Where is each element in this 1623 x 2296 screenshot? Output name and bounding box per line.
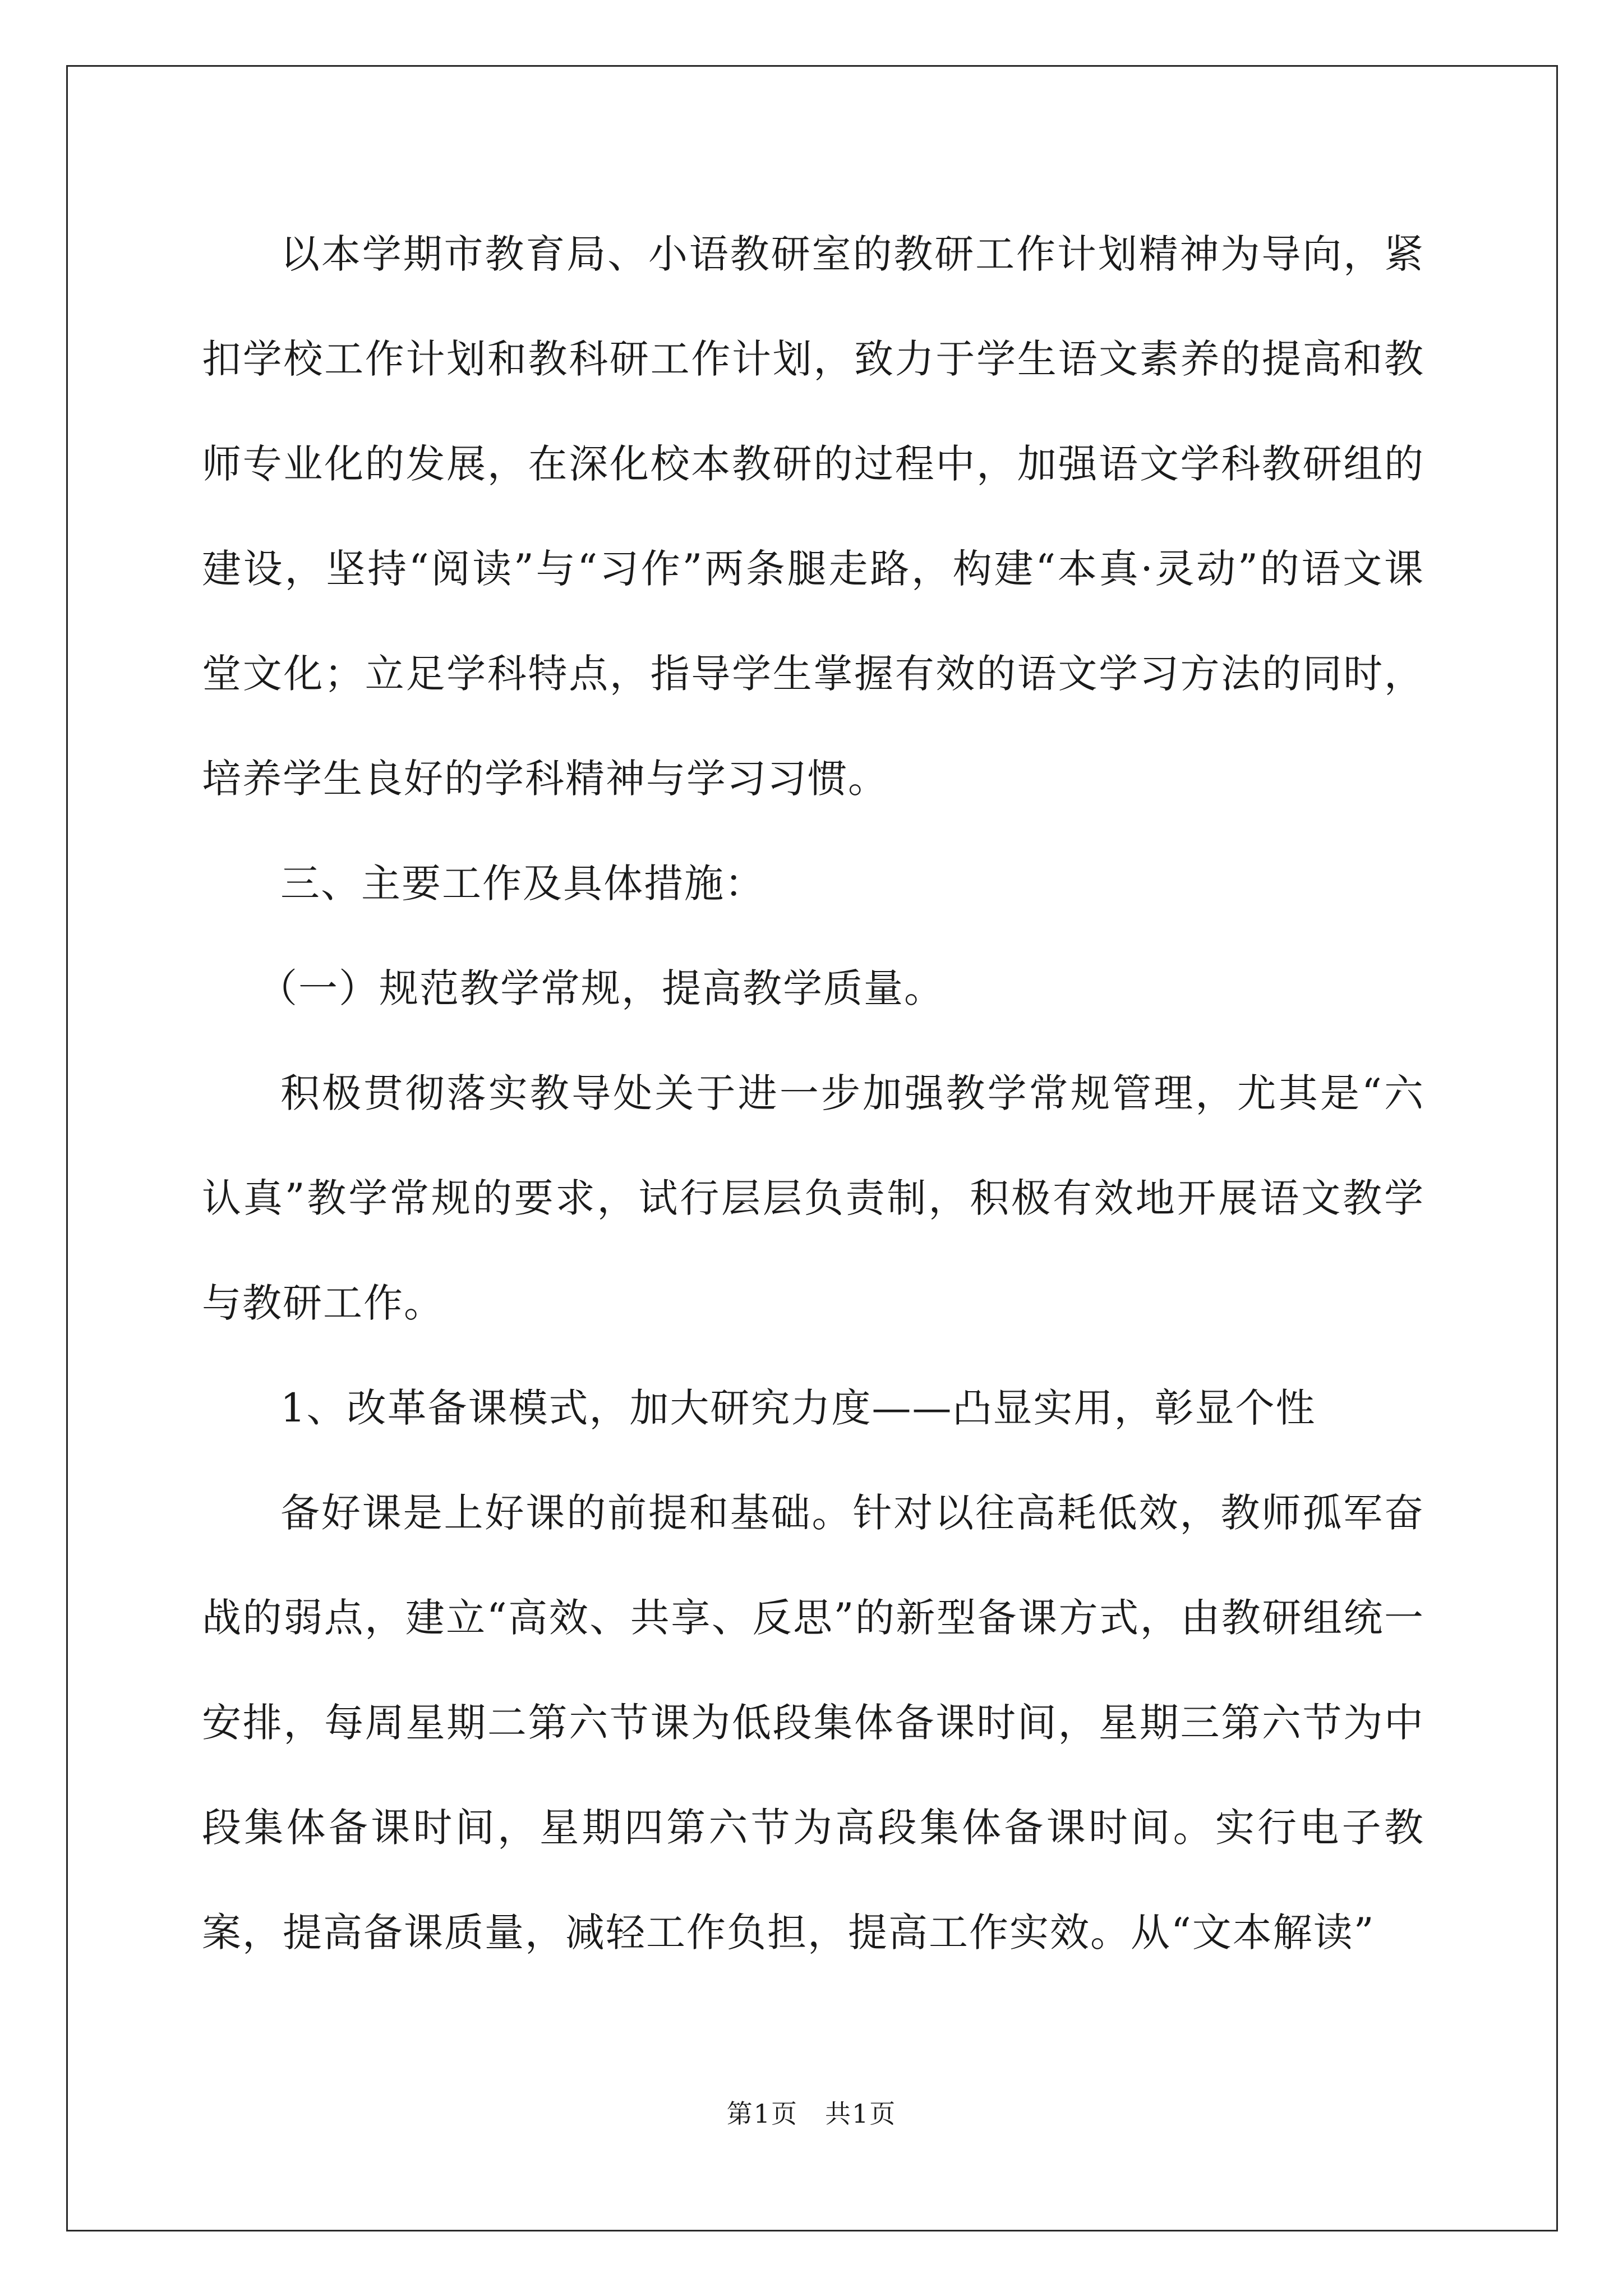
document-body (202, 202, 1424, 1985)
subsection-heading-teaching-routine: （一）规范教学常规，提高教学质量。 (258, 965, 944, 1011)
page-footer: 第1页 共1页 (726, 2099, 897, 2129)
item-heading-lesson-prep: 1、改革备课模式，加大研究力度——凸显实用，彰显个性 (280, 1385, 1316, 1431)
section-heading-main-work: 三、主要工作及具体措施： (280, 861, 765, 907)
paragraph-intro: 以本学期市教育局、小语教研室的教研工作计划精神为导向，紧扣学校工作计划和教科研工作计划，致力于学生语文素养的提高和教师专业化的发展，在深化校本教研的过程中，加强语文学科教研组的建设，坚持“阅读”与“习作”两条腿走路，构建“本真·灵动”的语文课堂文化；立足学科特点，指导学生掌握有效的语文学习方法的同时，培养学生良好的学科精神与学习习惯。 (202, 231, 1424, 802)
paragraph-routine: 积极贯彻落实教导处关于进一步加强教学常规管理，尤其是“六认真”教学常规的要求，试行层层负责制，积极有效地开展语文教学与教研工作。 (202, 1070, 1424, 1326)
paragraph-lesson-prep: 备好课是上好课的前提和基础。针对以往高耗低效，教师孤军奋战的弱点，建立“高效、共享、反思”的新型备课方式，由教研组统一安排，每周星期二第六节课为低段集体备课时间，星期三第六节为中段集体备课时间，星期四第六节为高段集体备课时间。实行电子教案，提高备课质量，减轻工作负担，提高工作实效。从“文本解读” (202, 1490, 1424, 1955)
